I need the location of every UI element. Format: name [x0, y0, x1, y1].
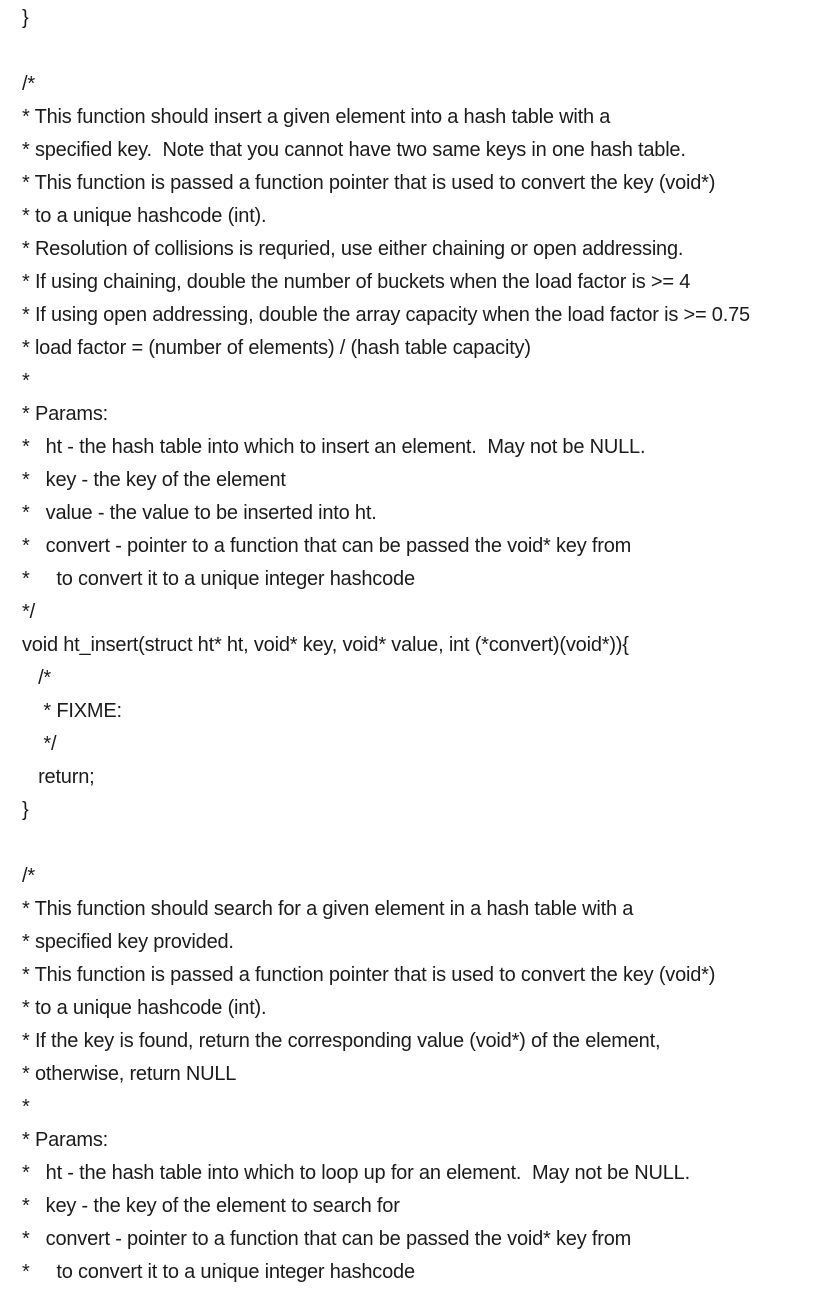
- code-line: * to convert it to a unique integer hashcode: [22, 1261, 415, 1283]
- code-line: * to convert it to a unique integer hashcode: [22, 568, 415, 590]
- code-line: * Resolution of collisions is requried, use either chaining or open addressing.: [22, 238, 684, 260]
- code-line: * Params:: [22, 1129, 109, 1151]
- code-line: *: [22, 370, 30, 392]
- code-line: *: [22, 1096, 30, 1118]
- code-line: * load factor = (number of elements) / (hash table capacity): [22, 337, 531, 359]
- code-line: * This function should insert a given element into a hash table with a: [22, 106, 611, 128]
- code-line: * to a unique hashcode (int).: [22, 997, 267, 1019]
- code-line: }: [22, 799, 29, 821]
- code-line: * convert - pointer to a function that can be passed the void* key from: [22, 535, 632, 557]
- code-line: * key - the key of the element: [22, 469, 286, 491]
- code-line: * convert - pointer to a function that can be passed the void* key from: [22, 1228, 632, 1250]
- code-line: * FIXME:: [22, 700, 122, 722]
- code-line: */: [22, 733, 57, 755]
- code-line: * specified key. Note that you cannot have two same keys in one hash table.: [22, 139, 686, 161]
- code-line: * to a unique hashcode (int).: [22, 205, 267, 227]
- code-line: }: [22, 7, 29, 29]
- code-line: void ht_insert(struct ht* ht, void* key, void* value, int (*convert)(void*)){: [22, 634, 629, 656]
- code-line: [22, 35, 750, 68]
- code-line: /*: [22, 667, 52, 689]
- code-line: * specified key provided.: [22, 931, 234, 953]
- code-line: * otherwise, return NULL: [22, 1063, 237, 1085]
- code-line: * This function is passed a function pointer that is used to convert the key (void*): [22, 172, 716, 194]
- code-line: * ht - the hash table into which to insert an element. May not be NULL.: [22, 436, 646, 458]
- code-line: * value - the value to be inserted into ht.: [22, 502, 377, 524]
- code-line: [22, 827, 750, 860]
- code-line: * Params:: [22, 403, 109, 425]
- code-line: * This function should search for a given element in a hash table with a: [22, 898, 634, 920]
- code-line: * If using chaining, double the number of buckets when the load factor is >= 4: [22, 271, 691, 293]
- code-line: */: [22, 601, 35, 623]
- code-listing: [22, 2, 750, 1289]
- code-line: * key - the key of the element to search for: [22, 1195, 400, 1217]
- code-line: /*: [22, 73, 35, 95]
- code-line: * This function is passed a function pointer that is used to convert the key (void*): [22, 964, 716, 986]
- code-line: * If using open addressing, double the array capacity when the load factor is >= 0.75: [22, 304, 750, 326]
- code-line: /*: [22, 865, 35, 887]
- code-line: * If the key is found, return the corresponding value (void*) of the element,: [22, 1030, 661, 1052]
- code-line: return;: [22, 766, 95, 788]
- code-line: * ht - the hash table into which to loop up for an element. May not be NULL.: [22, 1162, 690, 1184]
